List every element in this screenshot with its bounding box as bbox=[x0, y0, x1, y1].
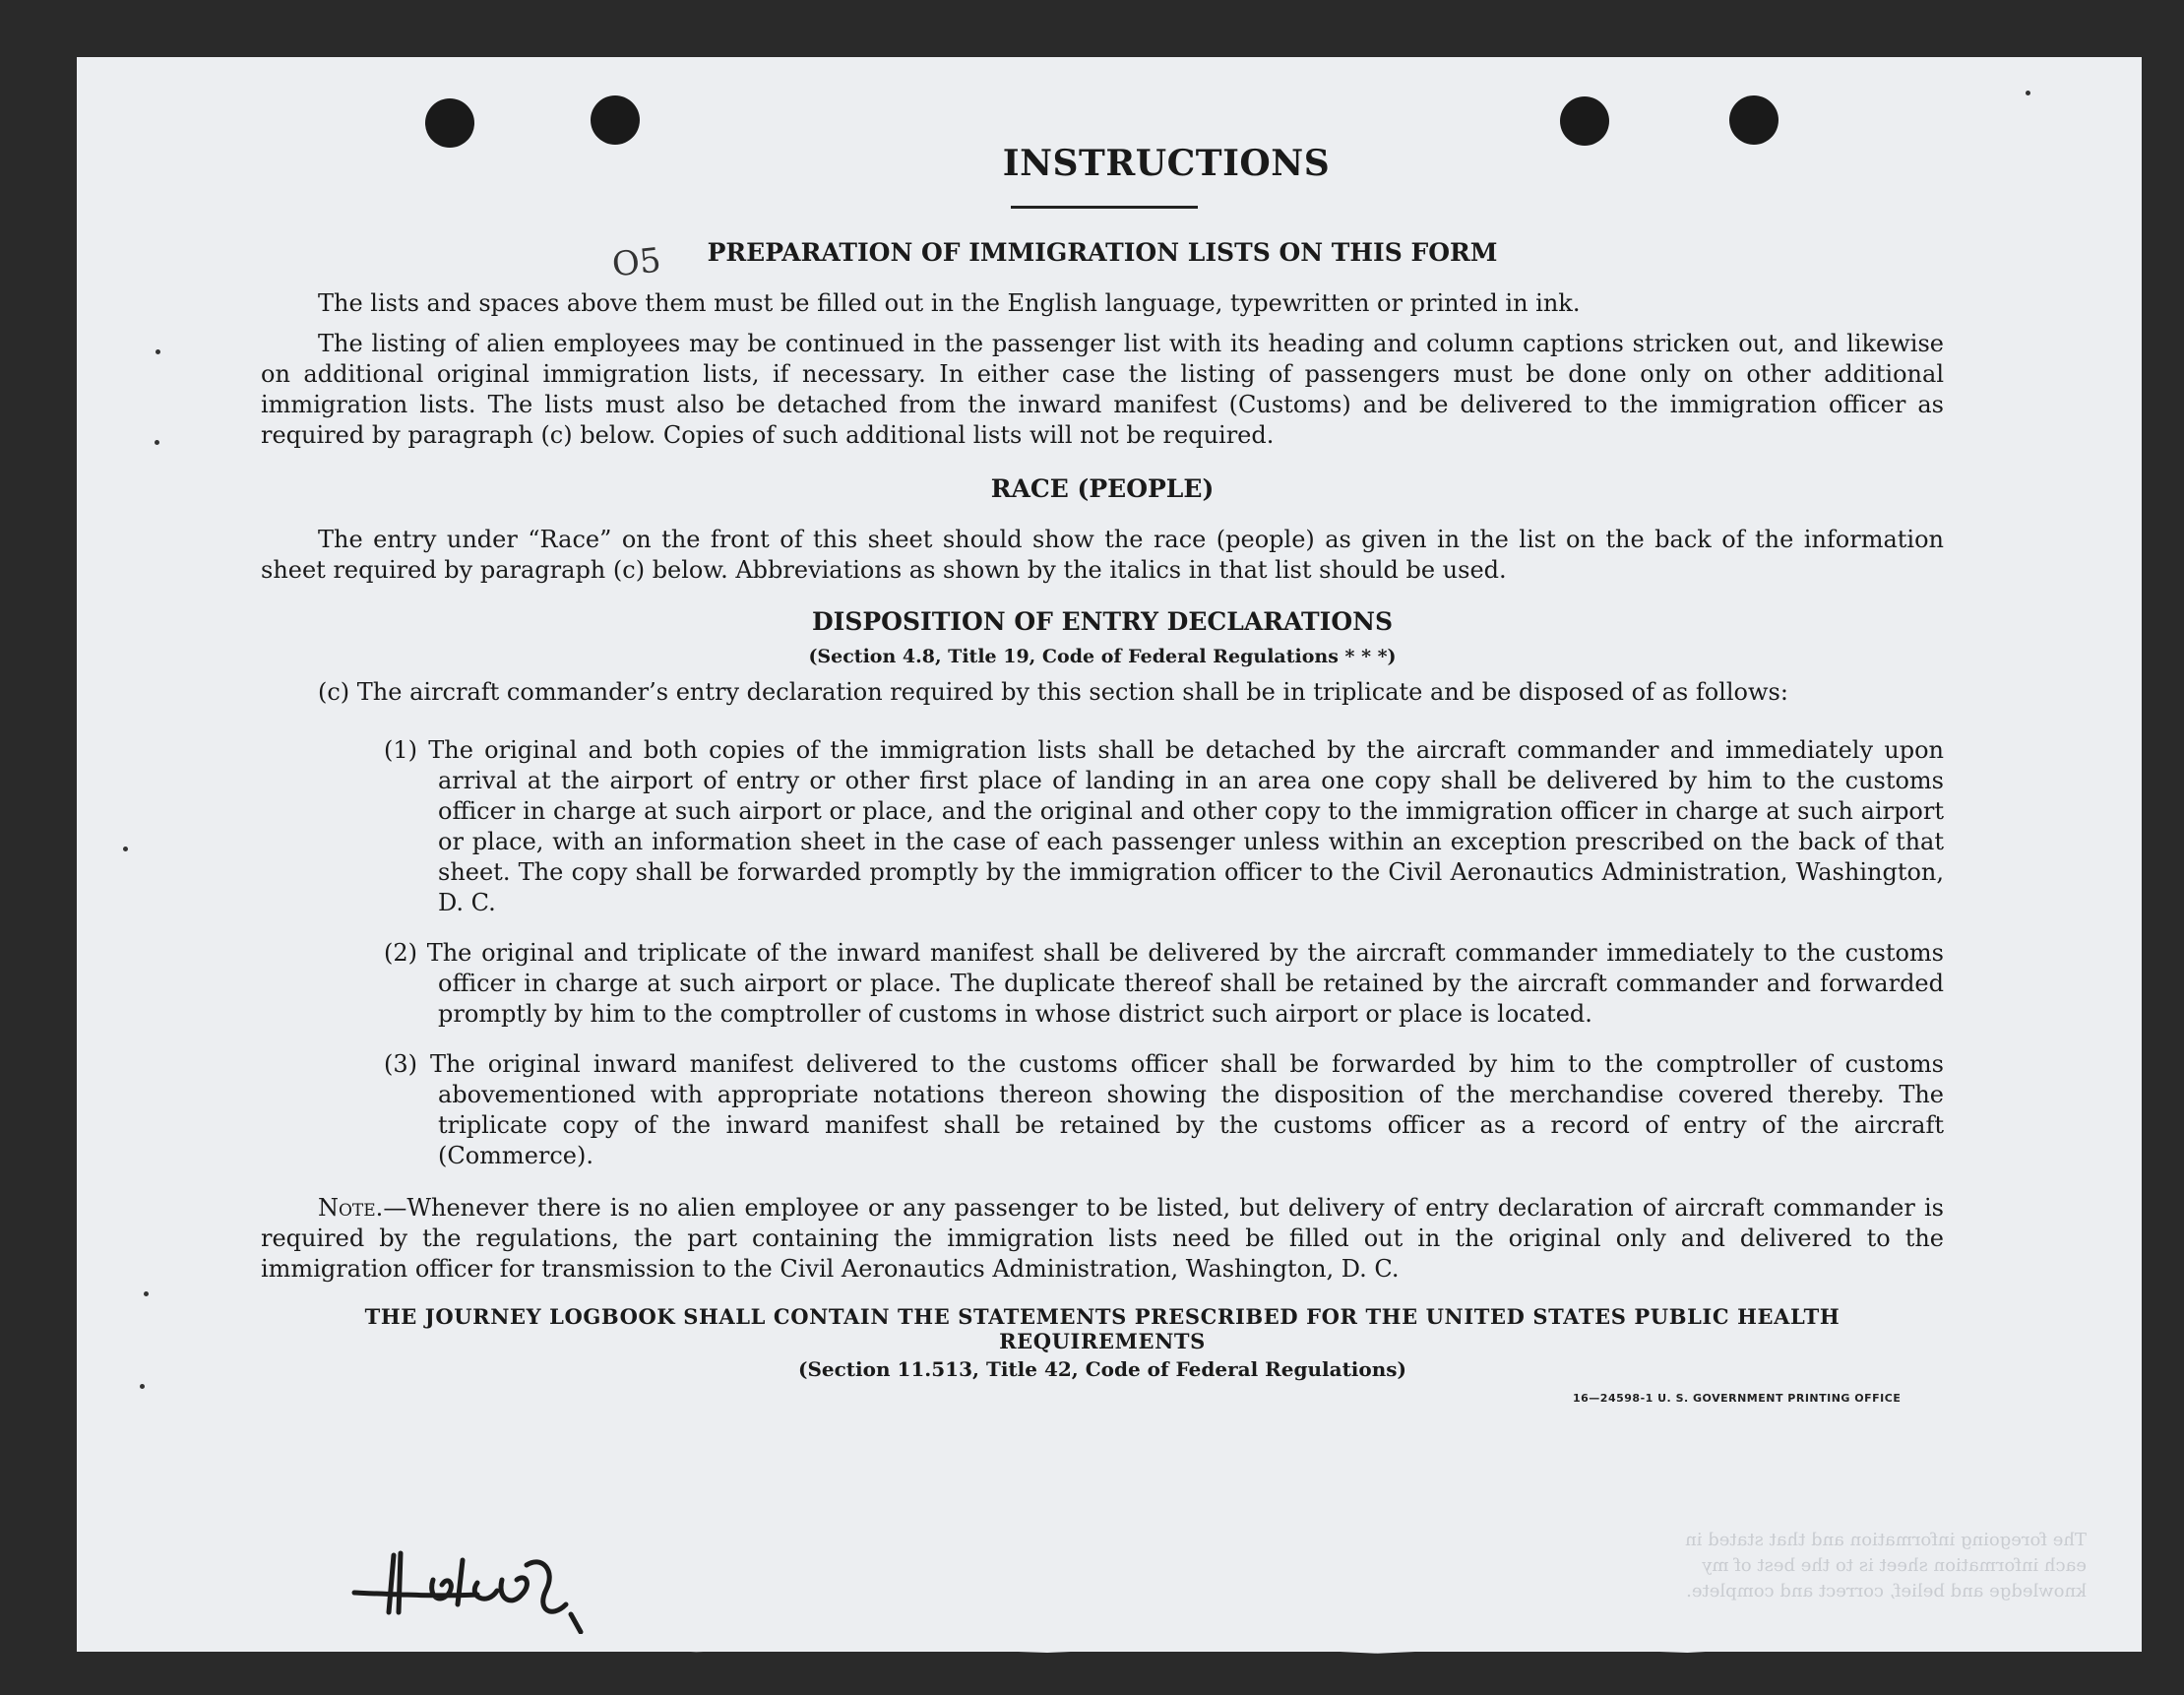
disposition-item-2: (2) The original and triplicate of the inward manifest shall be delivered by the aircraft commander immediately to the customs officer in charge at such airport or place. The duplicate thereof shall be retained by the aircraft commander and forwarded promptly by him to the comptroller of customs in whose district such airport or place is located. bbox=[384, 939, 1944, 1028]
speck bbox=[140, 1384, 145, 1389]
prep-heading: PREPARATION OF IMMIGRATION LISTS ON THIS FORM bbox=[707, 238, 1498, 267]
race-heading: RACE (PEOPLE) bbox=[990, 474, 1215, 503]
speck bbox=[144, 1291, 149, 1296]
note-text: —Whenever there is no alien employee or any passenger to be listed, but delivery of entry declaration of aircraft commander is required by the regulations, the part containing the immigration lists need be filled out in the original only and delivered to the immigration officer for transmission to the Civil Aeronautics Administration, Washington, D. C. bbox=[261, 1194, 1944, 1283]
printer-imprint: 16—24598-1 U. S. GOVERNMENT PRINTING OFFICE bbox=[1573, 1392, 1902, 1405]
punch-hole bbox=[1729, 95, 1778, 145]
speck bbox=[156, 349, 160, 354]
title-rule bbox=[1011, 206, 1198, 209]
handwritten-signature bbox=[340, 1526, 655, 1634]
punch-hole bbox=[425, 98, 474, 148]
instructions-body bbox=[261, 143, 1944, 1381]
speck bbox=[155, 440, 159, 445]
disposition-citation: (Section 4.8, Title 19, Code of Federal Regulations * * *) bbox=[808, 646, 1397, 667]
disposition-item-1: (1) The original and both copies of the immigration lists shall be detached by the aircraft commander and immediately upon arrival at the airport of entry or other first place of landing in an area one copy shall be delivered by him to the customs officer in charge at such airport or place, and the original and other copy to the immigration officer in charge at such airport or place, with an information sheet in the case of each passenger unless within an exception prescribed on the back of that sheet. The copy shall be forwarded promptly by the immigration officer to the Civil Aeronautics Administration, Washington, D. C. bbox=[384, 736, 1944, 916]
handwritten-mark: O5 bbox=[610, 240, 663, 285]
health-requirements-heading: THE JOURNEY LOGBOOK SHALL CONTAIN THE STATEMENTS PRESCRIBED FOR THE UNITED STATES PUBLIC HEALTH REQUIREMENTS bbox=[364, 1304, 1841, 1353]
note-label: Note. bbox=[318, 1194, 384, 1222]
prep-paragraph-1: The lists and spaces above them must be filled out in the English language, typewritten or printed in ink. bbox=[318, 289, 1581, 317]
prep-paragraph-2: The listing of alien employees may be continued in the passenger list with its heading and column captions stricken out, and likewise on additional original immigration lists, if necessary. In either case the listing of passengers must be done only on other additional immigration lists. The lists must also be detached from the inward manifest (Customs) and be delivered to the immigration officer as required by paragraph (c) below. Copies of such additional lists will not be required. bbox=[261, 330, 1944, 449]
speck bbox=[2026, 91, 2030, 95]
note-paragraph bbox=[261, 1193, 1944, 1285]
page-title: INSTRUCTIONS bbox=[1002, 143, 1331, 184]
disposition-paragraph-c: (c) The aircraft commander’s entry declaration required by this section shall be in triplicate and be disposed of as follows: bbox=[318, 678, 1788, 706]
disposition-heading: DISPOSITION OF ENTRY DECLARATIONS bbox=[811, 607, 1394, 636]
punch-hole bbox=[1560, 96, 1609, 146]
speck bbox=[123, 847, 128, 851]
health-requirements-citation: (Section 11.513, Title 42, Code of Federal Regulations) bbox=[797, 1357, 1407, 1381]
disposition-item-3: (3) The original inward manifest delivered to the customs officer shall be forwarded by him to the comptroller of customs abovementioned with appropriate notations thereon showing the disposition of the merchandise covered thereby. The triplicate copy of the inward manifest shall be retained by the customs officer as a record of entry of the aircraft (Commerce). bbox=[384, 1050, 1944, 1169]
punch-hole bbox=[591, 95, 640, 145]
bleed-through-text: The foregoing information and that stated in each information sheet is to the best of my knowledge and belief, correct and complete. bbox=[1685, 1530, 2087, 1601]
race-paragraph: The entry under “Race” on the front of this sheet should show the race (people) as given in the list on the back of the information sheet required by paragraph (c) below. Abbreviations as shown by the italics in that list should be used. bbox=[261, 526, 1944, 584]
